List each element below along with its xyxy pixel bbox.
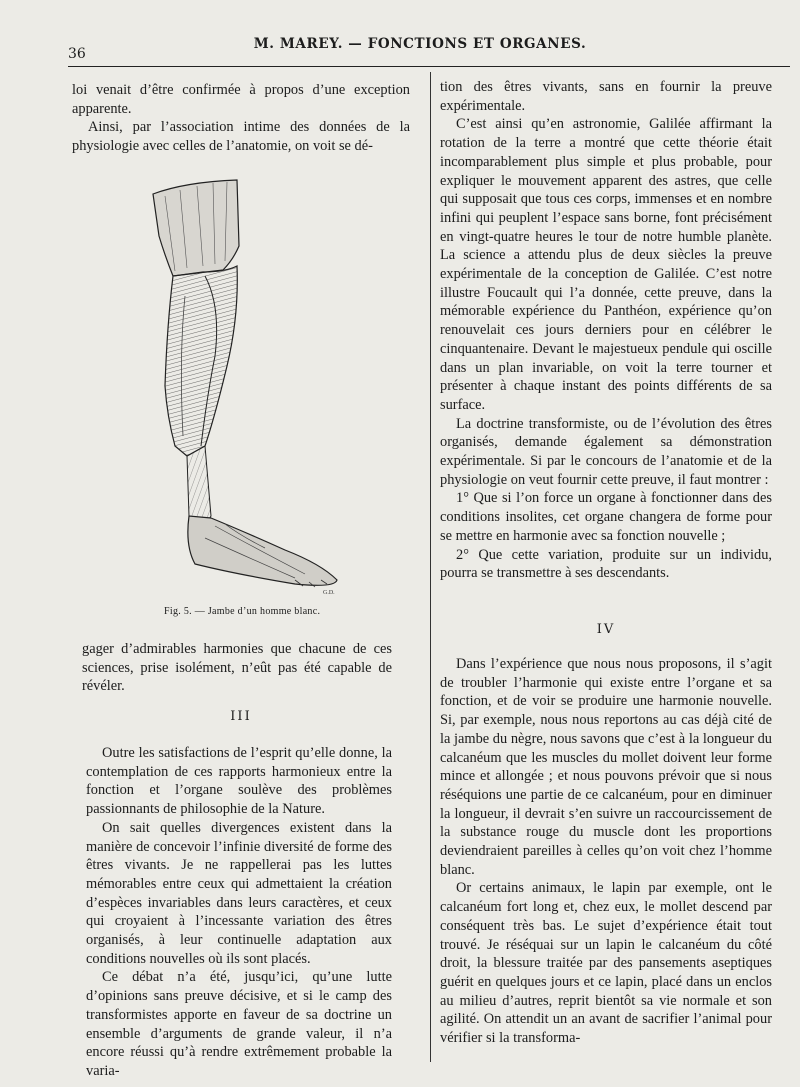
left-intro [72,81,410,156]
section-title-iii: III [230,709,252,724]
right-section-body [440,655,772,1048]
right-body [440,78,772,583]
paragraph: gager d’admirables harmonies que chacune de ces sciences, prise isolément, n’eût pas été capable de révéler. [82,641,392,695]
paragraph: Ainsi, par l’association intime des données de la physiologie avec celles de l’anatomie, on voit se dé- [72,119,410,155]
paragraph: Ce débat n’a été, jusqu’ici, qu’une lutte d’opinions sans preuve décisive, et si le camp des transformistes apporte en faveur de sa doctrine un ensemble d’arguments de grande valeur, il n’a encore réussi qu’à rendre extrêmement probable la varia- [86,969,392,1079]
left-after-figure [82,640,392,696]
paragraph: tion des êtres vivants, sans en fournir la preuve expérimentale. [440,79,772,114]
running-title: M. MAREY. — FONCTIONS ET ORGANES. [253,36,587,52]
header-rule [68,66,790,67]
column-divider [430,72,431,1062]
paragraph: Or certains animaux, le lapin par exemple, ont le calcanéum fort long et, chez eux, le mollet descend par conséquent très bas. Le sujet d’expérience était tout trouvé. Je réséquai sur un lapin le calcanéum du côté droit, la blessure traitée par des pansements aseptiques guérit en quelques jours et ce lapin, placé dans un enclos au milieu d’autres, reprit bientôt sa vie normale et son agilité. On attendit un an avant de sacrifier l’animal pour vérifier si la transforma- [440,880,772,1047]
paragraph: loi venait d’être confirmée à propos d’une exception apparente. [72,82,410,117]
leg-illustration [145,176,350,596]
list-item: 2° Que cette variation, produite sur un individu, pourra se transmettre à ses descendants. [440,546,772,582]
section-title-iv: IV [596,622,616,637]
page-number: 36 [68,46,86,62]
paragraph: Outre les satisfactions de l’esprit qu’elle donne, la contemplation de ces rapports harmonieux entre la fonction et l’organe soulève des problèmes passionnants de philosophie de la Nature. [86,745,392,818]
leg-drawing [145,176,350,596]
paragraph: La doctrine transformiste, ou de l’évolution des êtres organisés, demande également sa démonstration expérimentale. Si par le concours de l’anatomie et de la physiologie on veut fournir cette preuve, il faut montrer : [440,415,772,488]
figure-signature: G.D. [323,590,335,596]
paragraph: C’est ainsi qu’en astronomie, Galilée affirmant la rotation de la terre a montré que cette théorie était incomparablement plus simple et plus probable, pour expliquer le mouvement apparent des astres, que celle qui supposait que tous ces corps, immenses et en nombre infini qui peuplent l’espace sans borne, font précisément en vingt-quatre heures le tour de notre humble planète. La science a attendu plus de deux siècles la preuve expérimentale de la conception de Galilée. C’est notre illustre Foucault qui l’a donnée, cette preuve, dans la mémorable expérience du Panthéon, expérience qu’on renouvelait ces jours derniers pour en célébrer le cinquantenaire. Devant le majestueux pendule qui oscille dans un plan invariable, on voit la terre tourner et présenter à chaque instant des points différents de sa surface. [440,116,772,413]
figure-caption: Fig. 5. — Jambe d’un homme blanc. [164,606,321,617]
left-section-body [86,744,392,1081]
paragraph: Dans l’expérience que nous nous proposons, il s’agit de troubler l’harmonie qui existe entre l’organe et sa fonction, et de voir se produire une harmonie nouvelle. Si, par exemple, nous nous reportons au cas déjà cité de la jambe du nègre, nous savons que c’est à la longueur du calcanéum que les muscles du mollet doivent leur forme mince et allongée ; et nous pouvons prévoir que si nous réséquions une partie de ce calcanéum, pour en diminuer la longueur, il devrait s’en suivre un raccourcissement de la substance rouge du muscle dont les proportions deviendraient pareilles à celles qu’on voit chez l’homme blanc. [440,656,772,878]
paragraph: On sait quelles divergences existent dans la manière de concevoir l’infinie diversité de forme des êtres vivants. Je ne rappellerai pas les luttes mémorables entre ceux qui admettaient la création d’espèces invariables dans leurs caractères, et ceux qui croyaient à l’incessante variation des êtres organisés, à leur continuelle adaptation aux conditions nouvelles où ils sont placés. [86,819,392,967]
list-item: 1° Que si l’on force un organe à fonctionner dans des conditions insolites, cet organe changera de forme pour se mettre en harmonie avec sa fonction nouvelle ; [440,490,772,544]
